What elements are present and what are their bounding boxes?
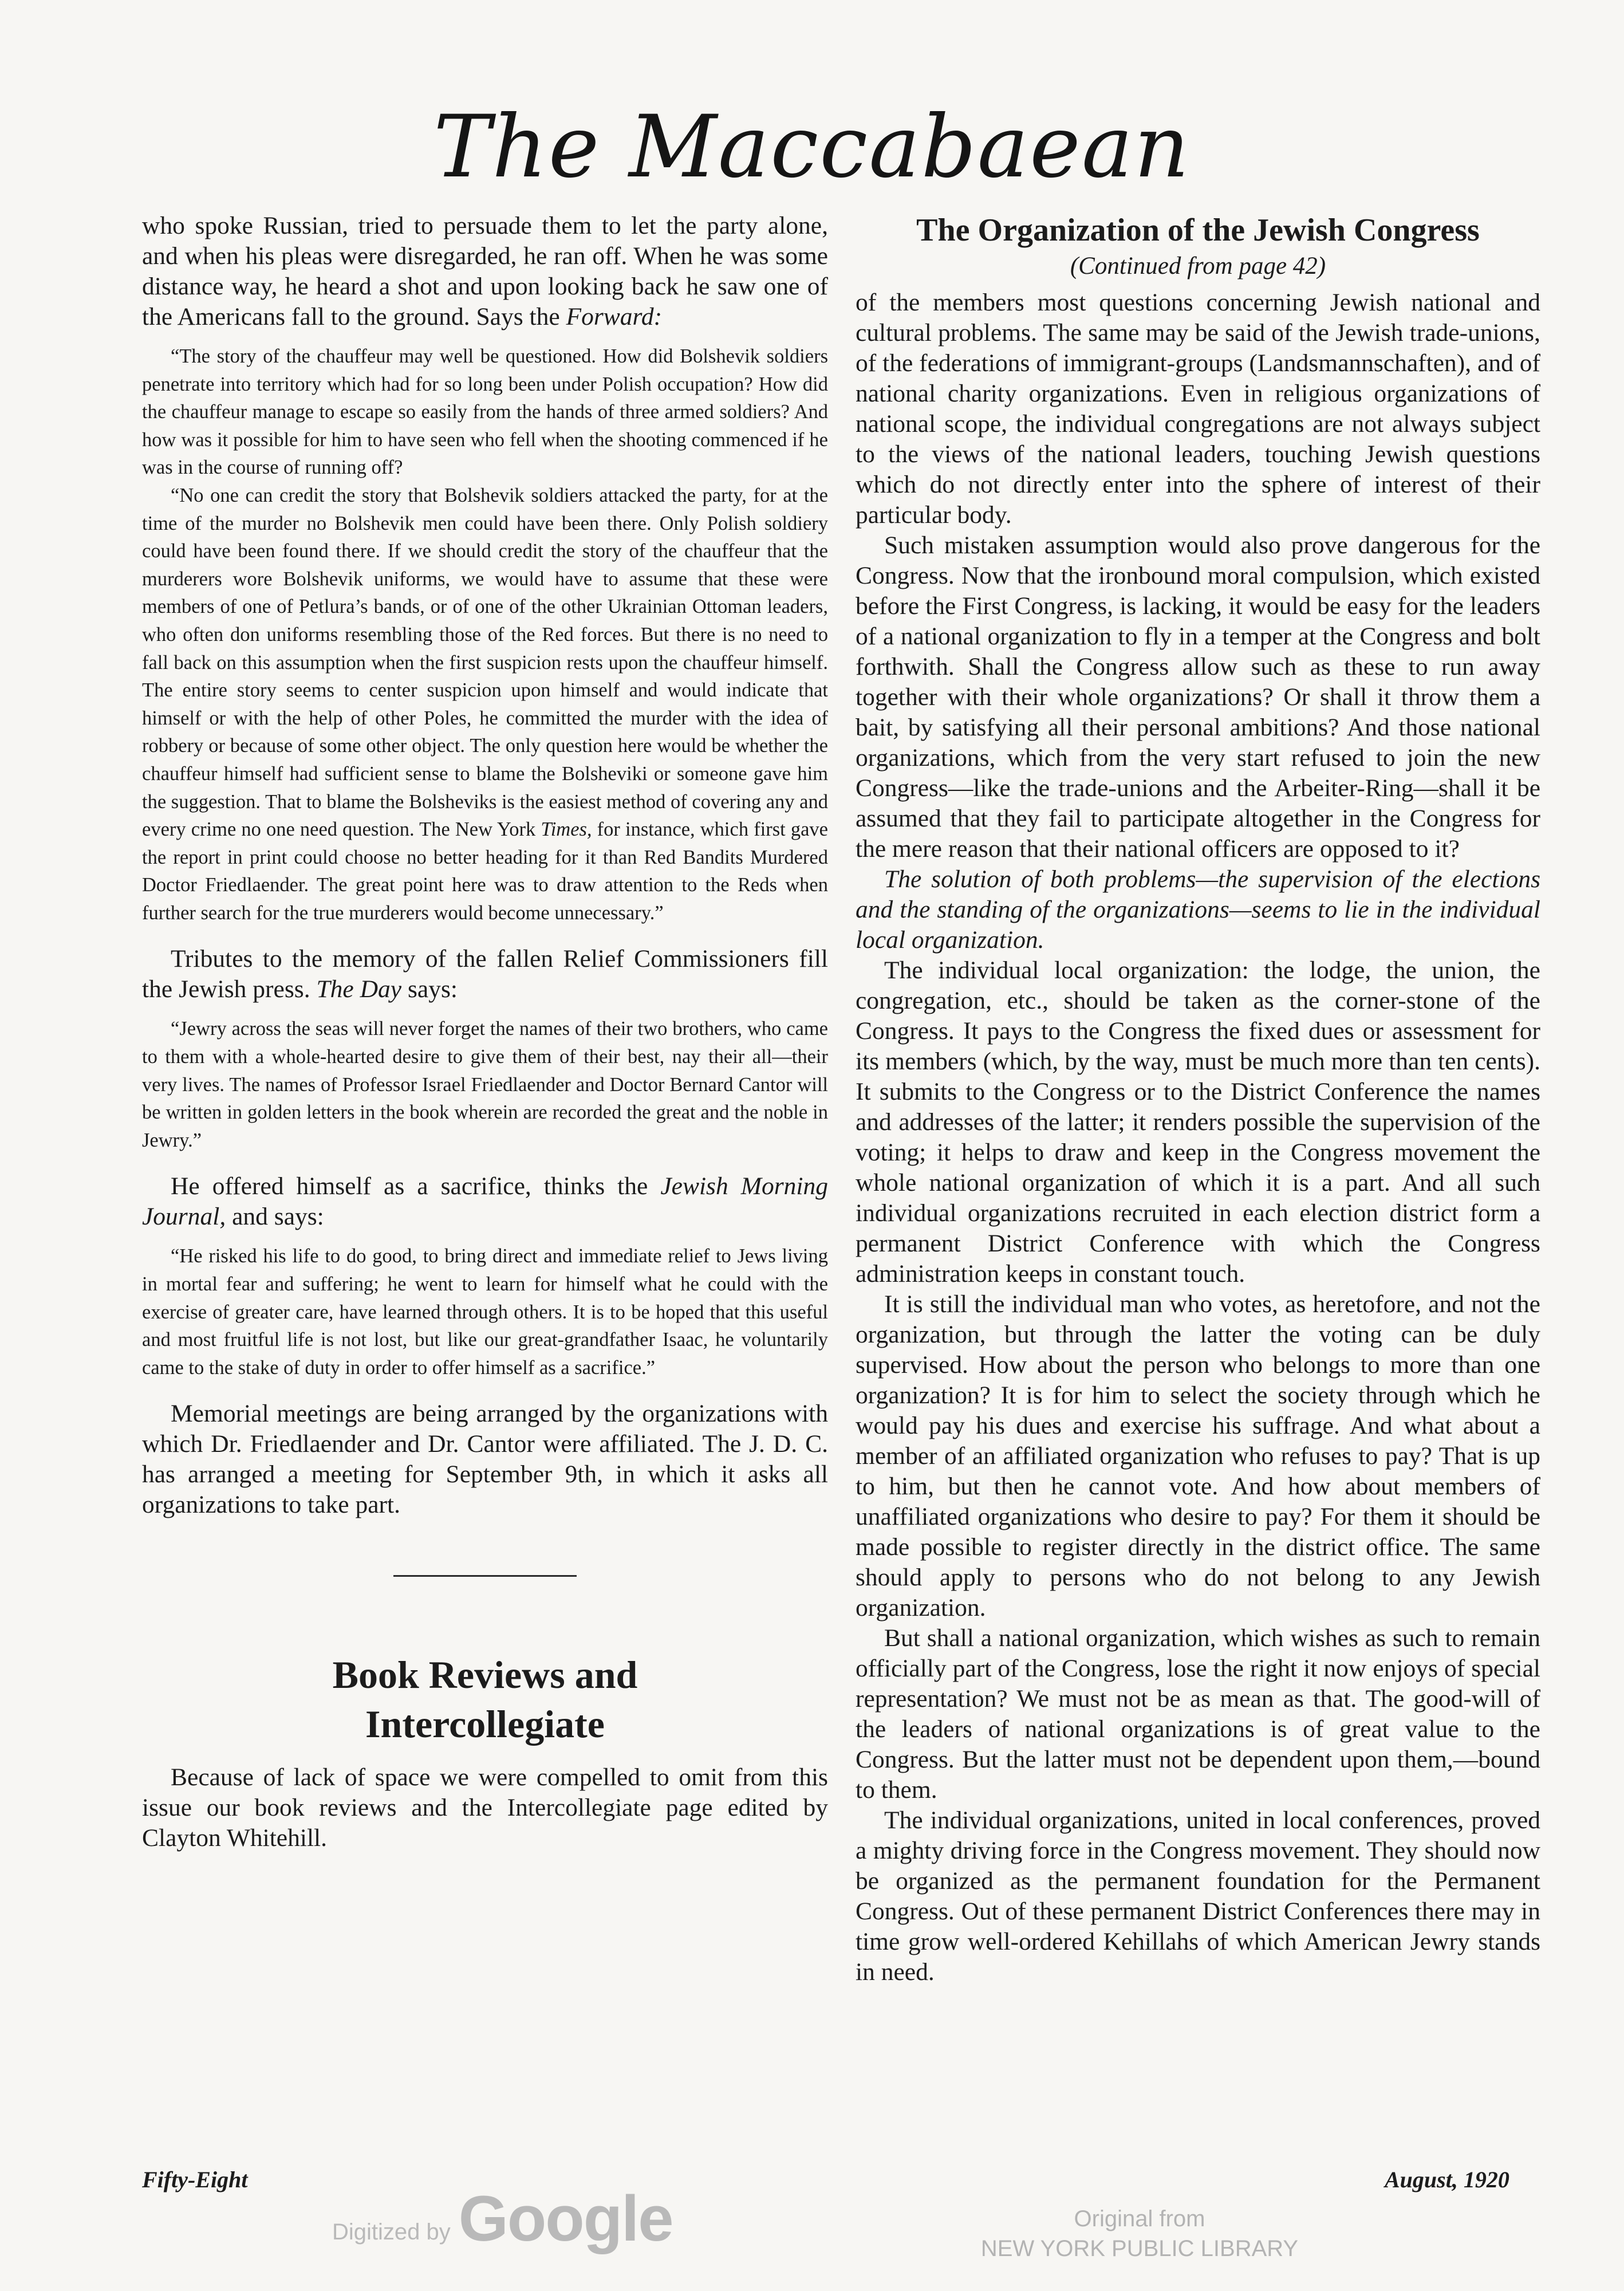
forward-quote-part-1: “The story of the chauffeur may well be questioned. How did Bolshevik soldiers penetrate into territory which had for so long been under Polish occupation? How did the chauffeur manage to escape so easily from the hands of three armed soldiers? And how was it possible for him to have seen who fell when the shooting commenced if he was in the course of running off?	[142, 345, 828, 479]
forward-quote-2-post: for instance, which first gave the report in print could choose no better heading for it than Red Bandits Murdered Doctor Friedlaender. The great point here was to draw attention to the Reds when further search for the true murderers would become unnecessary.”	[142, 818, 828, 924]
left-p2-source: The Day	[316, 975, 402, 1003]
right-column	[856, 211, 1540, 1987]
google-logo: Google	[458, 2183, 673, 2254]
book-reviews-heading: Book Reviews and Intercollegiate	[332, 1653, 638, 1746]
left-p3-source: Jewish Morning Journal,	[142, 1172, 828, 1231]
digitized-by-label: Digitized by	[332, 2219, 451, 2245]
nypl-watermark	[968, 2204, 1311, 2264]
left-paragraph-2	[142, 944, 828, 1005]
left-p1-source: Forward:	[566, 303, 663, 330]
forward-quote-2-pre: “No one can credit the story that Bolshevik soldiers attacked the party, for at the time of the murder no Bolshevik men could have been there. Only Polish soldiery could have been found there. If we should credit the story of the chauffeur that the murderers wore Bolshevik uniforms, we would have to assume that these were members of one of Petlura’s bands, or of one of the other Ukrainian Ottoman leaders, who often don uniforms resembling those of the Red forces. But there is no need to fall back on this assumption when the first suspicion rests upon the chauffeur himself. The entire story seems to center suspicion upon himself and would indicate that himself or with the help of other Poles, he committed the murder with the idea of robbery or because of some other object. The only question here would be whether the chauffeur himself had sufficient sense to blame the Bolsheviki or someone gave him the suggestion. That to blame the Bolsheviks is the easiest method of covering any and every crime no one need question. The New York	[142, 484, 828, 841]
page-number-label: Fifty-Eight	[142, 2167, 248, 2192]
left-p3-pre: He offered himself as a sacrifice, thinks the	[171, 1172, 648, 1200]
morning-journal-quote	[142, 1242, 828, 1381]
masthead-title: The Maccabaean	[433, 97, 1191, 197]
left-column	[142, 211, 828, 1853]
left-p2-pre: Tributes to the memory of the fallen Relief Commissioners fill the Jewish press.	[142, 945, 828, 1003]
left-paragraph-1	[142, 211, 828, 332]
right-paragraph-4: The individual local organization: the lodge, the union, the congregation, etc., should be taken as the corner-stone of the Congress. It pays to the Congress the fixed dues or assessment for its members (which, by the way, must be much more than ten cents). It submits to the Congress or to the District Conference the names and addresses of the latter; it renders possible the supervision of the voting; it helps to draw and keep in the Congress movement the whole national organization of which it is a part. And all such individual organizations recruited in each election district form a permanent District Conference with which the Congress administration keeps in constant touch.	[856, 956, 1540, 1288]
google-watermark	[332, 2183, 673, 2255]
right-paragraph-3	[856, 864, 1540, 955]
nypl-label: NEW YORK PUBLIC LIBRARY	[980, 2236, 1299, 2261]
original-from-label: Original from	[1074, 2206, 1205, 2231]
right-paragraph-1: of the members most questions concerning Jewish national and cultural problems. The same may be said of the Jewish trade-unions, of the federations of immigrant-groups (Landsmannschaften), and of national charity organizations. Even in religious organizations of national scope, the individual congregations are not always subject to the views of the national leaders, touching Jewish questions which do not directly enter into the sphere of interest of their particular body.	[856, 289, 1540, 529]
issue-date: August, 1920	[1385, 2167, 1509, 2192]
morning-journal-quote-text: “He risked his life to do good, to bring direct and immediate relief to Jews living in mortal fear and suffering; he went to learn for himself what he could with the exercise of greater care, have learned through others. It is to be hoped that this useful and most fruitful life is not lost, but like our great-grandfather Isaac, he voluntarily came to the stake of duty in order to offer himself as a sacrifice.”	[142, 1245, 828, 1379]
article-title: The Organization of the Jewish Congress	[916, 212, 1480, 248]
right-paragraph-5: It is still the individual man who votes, as heretofore, and not the organization, but through the latter the voting can be duly supervised. How about the person who belongs to more than one organization? It is for him to select the society through which he would pay his dues and exercise his suffrage. And what about a member of an affiliated organization who refuses to pay? That is up to him, but then he cannot vote. And how about members of unaffiliated organizations who desire to pay? For them it should be made possible to register directly in the district office. The same should apply to persons who do not belong to any Jewish organization.	[856, 1290, 1540, 1621]
forward-quote-part-2	[142, 482, 828, 927]
the-day-quote	[142, 1015, 828, 1154]
forward-quote-2-times: Times,	[541, 818, 592, 841]
continued-note: (Continued from page 42)	[1070, 253, 1326, 280]
left-p1-text: who spoke Russian, tried to persuade them to let the party alone, and when his pleas were disregarded, he ran off. When he was some distance way, he heard a shot and upon looking back he saw one of the Americans fall to the ground. Says the	[142, 212, 828, 330]
right-p3-italic: The solution of both problems—the supervision of the elections and the standing of the organizations—seems to lie in the individual local organization.	[856, 865, 1540, 954]
right-paragraph-7: The individual organizations, united in local conferences, proved a mighty driving force in the Congress movement. They should now be organized as the permanent foundation for the Permanent Congress. Out of these permanent District Conferences there may in time grow well-ordered Kehillahs of which American Jewry stands in need.	[856, 1806, 1540, 1986]
right-paragraph-2: Such mistaken assumption would also prove dangerous for the Congress. Now that the ironbound moral compulsion, which existed before the First Congress, is lacking, it would be easy for the leaders of a national organization to fly in a temper at the Congress and bolt forthwith. Shall the Congress allow such as these to run away together with their whole organizations? Or shall it throw them a bait, by satisfying all their personal ambitions? And those national organizations, which from the very start refused to join the new Congress—like the trade-unions and the Arbeiter-Ring—shall it be assumed that they fail to participate altogether in the Congress for the mere reason that their national officers are opposed to it?	[856, 532, 1540, 863]
forward-quote	[142, 343, 828, 927]
right-paragraph-6: But shall a national organization, which wishes as such to remain officially part of the Congress, lose the right it now enjoys of special representation? We must not be as mean as that. The good-will of the leaders of national organizations is of great value to the Congress. But the latter must not be dependent upon them,—bound to them.	[856, 1624, 1540, 1804]
the-day-quote-text: “Jewry across the seas will never forget the names of their two brothers, who came to them with a whole-hearted desire to give them of their best, nay their all—their very lives. The names of Professor Israel Friedlaender and Doctor Bernard Cantor will be written in golden letters in the book wherein are recorded the great and the noble in Jewry.”	[142, 1018, 828, 1151]
left-paragraph-3	[142, 1171, 828, 1232]
left-p2-post: says:	[407, 975, 458, 1003]
left-p3-post: and says:	[232, 1203, 324, 1231]
book-reviews-text: Because of lack of space we were compelled to omit from this issue our book reviews and the Intercollegiate page edited by Clayton Whitehill.	[142, 1763, 828, 1852]
left-paragraph-4: Memorial meetings are being arranged by the organizations with which Dr. Friedlaender and Dr. Cantor were affiliated. The J. D. C. has arranged a meeting for September 9th, in which it asks all organizations to take part.	[142, 1400, 828, 1519]
